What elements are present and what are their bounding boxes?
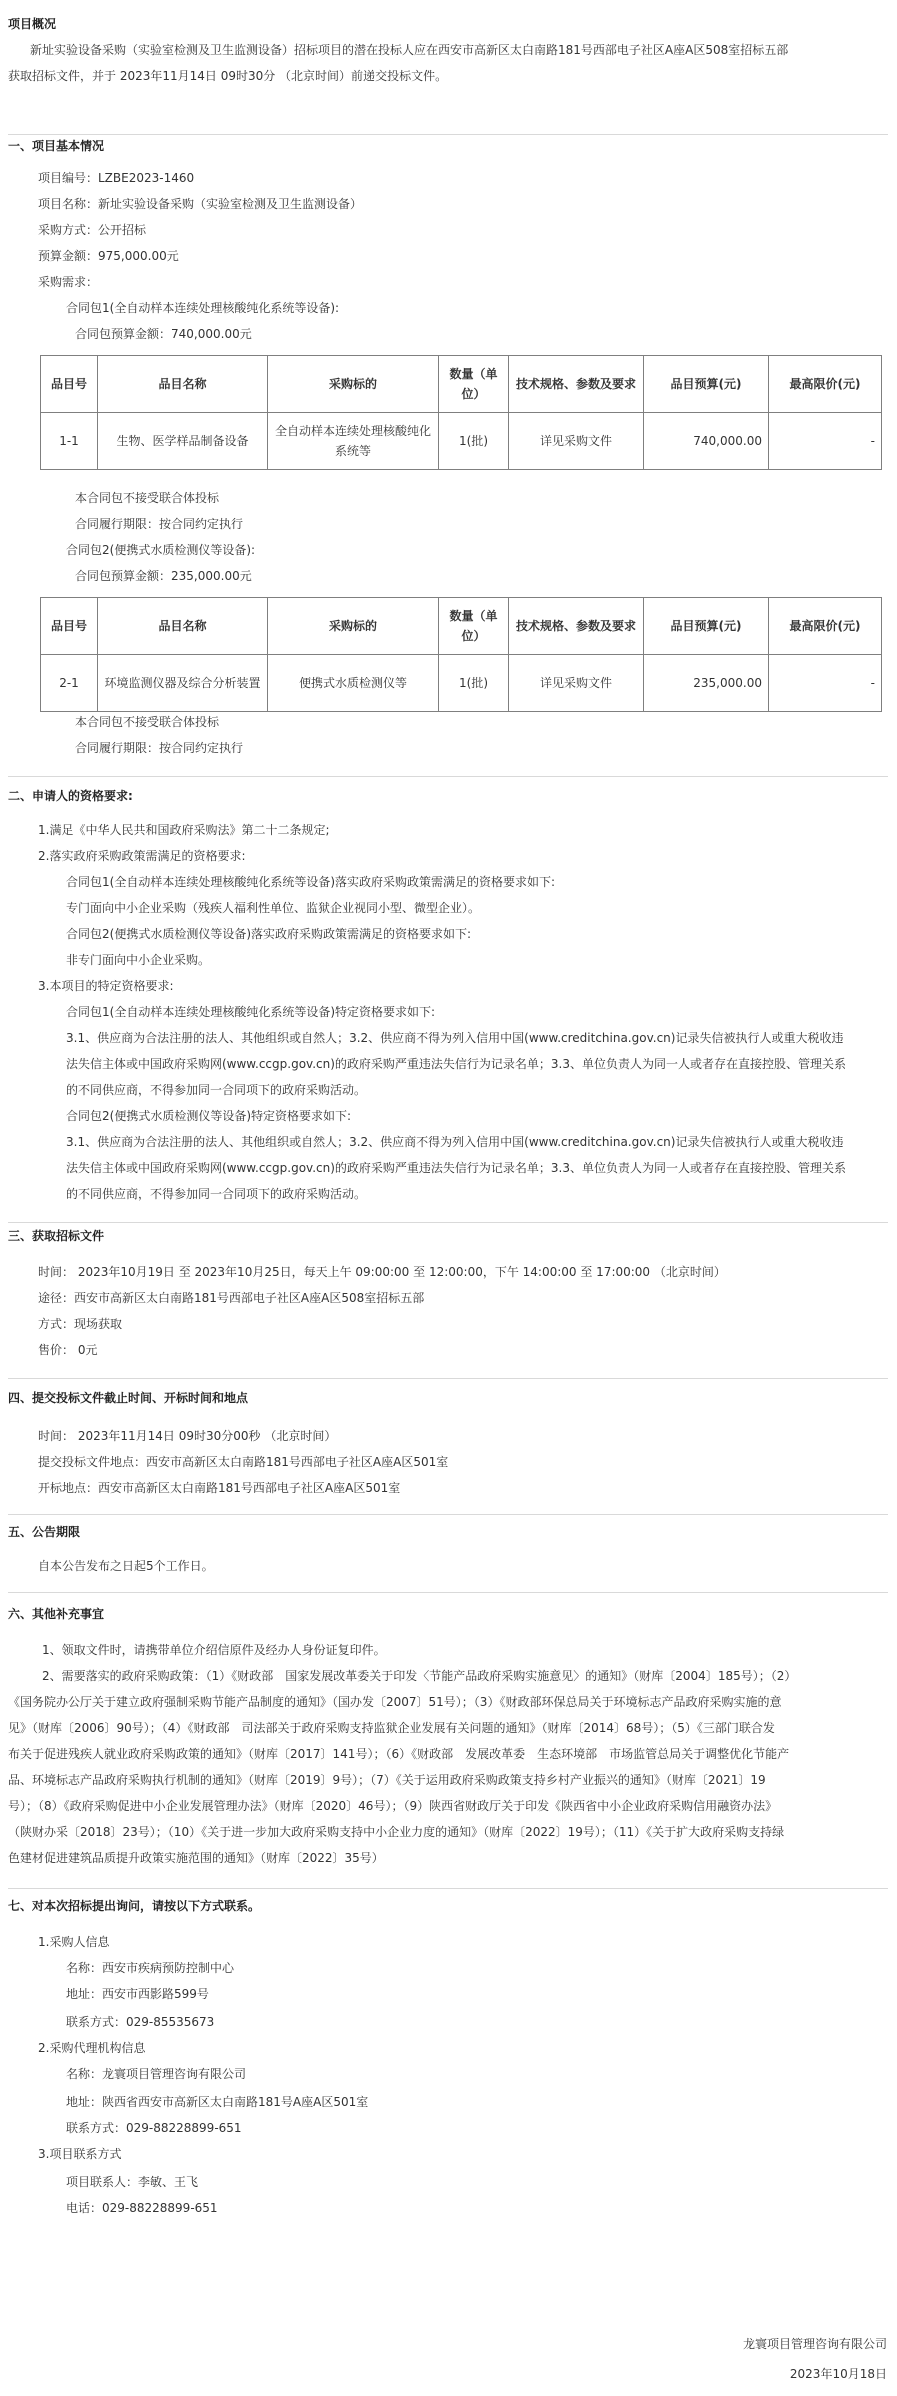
purchaser-name: 名称：西安市疾病预防控制中心: [66, 1961, 235, 1975]
table-header-row: [41, 356, 882, 413]
package-1-table: [40, 355, 882, 470]
purchaser-info-title: 1.采购人信息: [38, 1935, 110, 1949]
cell-item-name: 环境监测仪器及综合分析装置: [98, 655, 268, 712]
supplement-2-line-1: 2、需要落实的政府采购政策：（1）《财政部 国家发展改革委关于印发〈节能产品政府采购实施意见〉的通知》（财库〔2004〕185号）；（2）: [42, 1669, 797, 1683]
package-1-period: 合同履行期限：按合同约定执行: [75, 517, 244, 531]
supplement-2-line-5: 品、环境标志产品政府采购执行机制的通知》（财库〔2019〕9号）；（7）《关于运用政府采购政策支持乡村产业振兴的通知》（财库〔2021〕19: [8, 1773, 766, 1787]
supplement-2-line-4: 布关于促进残疾人就业政府采购政策的通知》（财库〔2017〕141号）；（6）《财政部 发展改革委 生态环境部 市场监管总局关于调整优化节能产: [8, 1747, 790, 1761]
header-spec: 技术规格、参数及要求: [509, 598, 644, 655]
section-5-title: 五、公告期限: [8, 1525, 81, 1539]
package-2-table: [40, 597, 882, 712]
project-contact-title: 3.项目联系方式: [38, 2147, 122, 2161]
header-item-name: 品目名称: [98, 356, 268, 413]
budget-amount: 预算金额：975,000.00元: [38, 249, 179, 263]
package-2-period: 合同履行期限：按合同约定执行: [75, 741, 244, 755]
supplement-2-line-6: 号）；（8）《政府采购促进中小企业发展管理办法》（财库〔2020〕46号）；（9）陕西省财政厅关于印发《陕西省中小企业政府采购信用融资办法》: [8, 1799, 778, 1813]
section-3-title: 三、获取招标文件: [8, 1229, 105, 1243]
header-limit: 最高限价(元): [769, 598, 882, 655]
section-4-title: 四、提交投标文件截止时间、开标时间和地点: [8, 1391, 249, 1405]
divider: [8, 1378, 888, 1379]
qualification-2d: 非专门面向中小企业采购。: [66, 953, 211, 967]
overview-title: 项目概况: [8, 17, 57, 31]
agency-info-title: 2.采购代理机构信息: [38, 2041, 146, 2055]
package-2-title: 合同包2(便携式水质检测仪等设备):: [66, 543, 256, 557]
header-item-name: 品目名称: [98, 598, 268, 655]
qualification-2c: 合同包2(便携式水质检测仪等设备)落实政府采购政策需满足的资格要求如下:: [66, 927, 472, 941]
agency-name: 名称：龙寰项目管理咨询有限公司: [66, 2067, 247, 2081]
qualification-2b: 专门面向中小企业采购（残疾人福利性单位、监狱企业视同小型、微型企业）。: [66, 901, 481, 915]
cell-item-name: 生物、医学样品制备设备: [98, 413, 268, 470]
qualification-3b-line-1: 3.1、供应商为合法注册的法人、其他组织或自然人；3.2、供应商不得为列入信用中国(www.creditchina.gov.cn)记录失信被执行人或重大税收违: [66, 1135, 844, 1149]
overview-text-1: 新址实验设备采购（实验室检测及卫生监测设备）招标项目的潜在投标人应在西安市高新区太白南路181号西部电子社区A座A区508室招标五部: [30, 43, 789, 57]
table-row: [41, 413, 882, 470]
submit-location: 提交投标文件地点：西安市高新区太白南路181号西部电子社区A座A区501室: [38, 1455, 449, 1469]
procurement-needs: 采购需求：: [38, 275, 99, 289]
qualification-3b-line-2: 法失信主体或中国政府采购网(www.ccgp.gov.cn)的政府采购严重违法失信行为记录名单；3.3、单位负责人为同一人或者存在直接控股、管理关系: [66, 1161, 846, 1175]
cell-quantity: 1(批): [439, 655, 509, 712]
qualification-3b: 合同包2(便携式水质检测仪等设备)特定资格要求如下:: [66, 1109, 352, 1123]
divider: [8, 134, 888, 135]
qualification-3a-line-2: 法失信主体或中国政府采购网(www.ccgp.gov.cn)的政府采购严重违法失信行为记录名单；3.3、单位负责人为同一人或者存在直接控股、管理关系: [66, 1057, 846, 1071]
divider: [8, 1514, 888, 1515]
section-6-title: 六、其他补充事宜: [8, 1607, 105, 1621]
notice-period: 自本公告发布之日起5个工作日。: [38, 1559, 214, 1573]
agency-phone: 联系方式：029-88228899-651: [66, 2121, 242, 2135]
table-row: [41, 655, 882, 712]
qualification-3b-line-3: 的不同供应商，不得参加同一合同项下的政府采购活动。: [66, 1187, 367, 1201]
cell-limit: -: [769, 413, 882, 470]
package-2-budget: 合同包预算金额：235,000.00元: [75, 569, 252, 583]
qualification-2a: 合同包1(全自动样本连续处理核酸纯化系统等设备)落实政府采购政策需满足的资格要求如下:: [66, 875, 556, 889]
supplement-2-line-7: （陕财办采〔2018〕23号）；（10）《关于进一步加大政府采购支持中小企业力度的通知》（财库〔2022〕19号）；（11）《关于扩大政府采购支持绿: [8, 1825, 785, 1839]
section-7-title: 七、对本次招标提出询问，请按以下方式联系。: [8, 1899, 261, 1913]
header-item-no: 品目号: [41, 598, 98, 655]
purchaser-address: 地址：西安市西影路599号: [66, 1987, 209, 2001]
cell-spec: 详见采购文件: [509, 655, 644, 712]
package-1-consortium: 本合同包不接受联合体投标: [75, 491, 220, 505]
signature-date: 2023年10月18日: [789, 2367, 887, 2381]
project-contact-phone: 电话：029-88228899-651: [66, 2201, 218, 2215]
table-header-row: [41, 598, 882, 655]
signature-company: 龙寰项目管理咨询有限公司: [742, 2337, 887, 2351]
divider: [8, 1888, 888, 1889]
qualification-1: 1.满足《中华人民共和国政府采购法》第二十二条规定;: [38, 823, 330, 837]
header-budget: 品目预算(元): [644, 356, 769, 413]
qualification-2: 2.落实政府采购政策需满足的资格要求:: [38, 849, 246, 863]
header-quantity: 数量（单位）: [439, 356, 509, 413]
overview-text-2: 获取招标文件，并于 2023年11月14日 09时30分 （北京时间）前递交投标文件。: [8, 69, 448, 83]
obtain-time: 时间： 2023年10月19日 至 2023年10月25日，每天上午 09:00:00 至 12:00:00，下午 14:00:00 至 17:00:00 （北京时间）: [38, 1265, 726, 1279]
project-name: 项目名称：新址实验设备采购（实验室检测及卫生监测设备）: [38, 197, 363, 211]
header-quantity: 数量（单位）: [439, 598, 509, 655]
document-price: 售价： 0元: [38, 1343, 98, 1357]
agency-address: 地址：陕西省西安市高新区太白南路181号A座A区501室: [66, 2095, 369, 2109]
qualification-3a: 合同包1(全自动样本连续处理核酸纯化系统等设备)特定资格要求如下:: [66, 1005, 436, 1019]
supplement-2-line-8: 色建材促进建筑品质提升政策实施范围的通知》（财库〔2022〕35号）: [8, 1851, 384, 1865]
header-spec: 技术规格、参数及要求: [509, 356, 644, 413]
cell-quantity: 1(批): [439, 413, 509, 470]
purchaser-phone: 联系方式：029-85535673: [66, 2015, 215, 2029]
supplement-2-line-2: 《国务院办公厅关于建立政府强制采购节能产品制度的通知》（国办发〔2007〕51号）；（3）《财政部环保总局关于环境标志产品政府采购实施的意: [8, 1695, 782, 1709]
header-target: 采购标的: [268, 598, 439, 655]
qualification-3a-line-3: 的不同供应商，不得参加同一合同项下的政府采购活动。: [66, 1083, 367, 1097]
obtain-way: 方式：现场获取: [38, 1317, 123, 1331]
cell-limit: -: [769, 655, 882, 712]
package-2-consortium: 本合同包不接受联合体投标: [75, 715, 220, 729]
cell-budget: 740,000.00: [644, 413, 769, 470]
qualification-3a-line-1: 3.1、供应商为合法注册的法人、其他组织或自然人；3.2、供应商不得为列入信用中国(www.creditchina.gov.cn)记录失信被执行人或重大税收违: [66, 1031, 844, 1045]
procurement-method: 采购方式：公开招标: [38, 223, 147, 237]
cell-item-no: 1-1: [41, 413, 98, 470]
header-item-no: 品目号: [41, 356, 98, 413]
deadline-time: 时间： 2023年11月14日 09时30分00秒 （北京时间）: [38, 1429, 337, 1443]
project-contact-person: 项目联系人：李敏、王飞: [66, 2175, 199, 2189]
divider: [8, 1592, 888, 1593]
section-1-title: 一、项目基本情况: [8, 139, 105, 153]
divider: [8, 776, 888, 777]
section-2-title: 二、申请人的资格要求:: [8, 789, 133, 803]
divider: [8, 1222, 888, 1223]
header-limit: 最高限价(元): [769, 356, 882, 413]
cell-target: 便携式水质检测仪等: [268, 655, 439, 712]
package-1-title: 合同包1(全自动样本连续处理核酸纯化系统等设备):: [66, 301, 340, 315]
package-1-budget: 合同包预算金额：740,000.00元: [75, 327, 252, 341]
cell-item-no: 2-1: [41, 655, 98, 712]
cell-budget: 235,000.00: [644, 655, 769, 712]
supplement-1: 1、领取文件时，请携带单位介绍信原件及经办人身份证复印件。: [42, 1643, 386, 1657]
header-target: 采购标的: [268, 356, 439, 413]
obtain-place: 途径：西安市高新区太白南路181号西部电子社区A座A区508室招标五部: [38, 1291, 425, 1305]
header-budget: 品目预算(元): [644, 598, 769, 655]
supplement-2-line-3: 见》（财库〔2006〕90号）；（4）《财政部 司法部关于政府采购支持监狱企业发展有关问题的通知》（财库〔2014〕68号）；（5）《三部门联合发: [8, 1721, 775, 1735]
opening-location: 开标地点：西安市高新区太白南路181号西部电子社区A座A区501室: [38, 1481, 401, 1495]
project-number: 项目编号：LZBE2023-1460: [38, 171, 195, 185]
cell-target: 全自动样本连续处理核酸纯化系统等: [268, 413, 439, 470]
cell-spec: 详见采购文件: [509, 413, 644, 470]
qualification-3: 3.本项目的特定资格要求:: [38, 979, 174, 993]
